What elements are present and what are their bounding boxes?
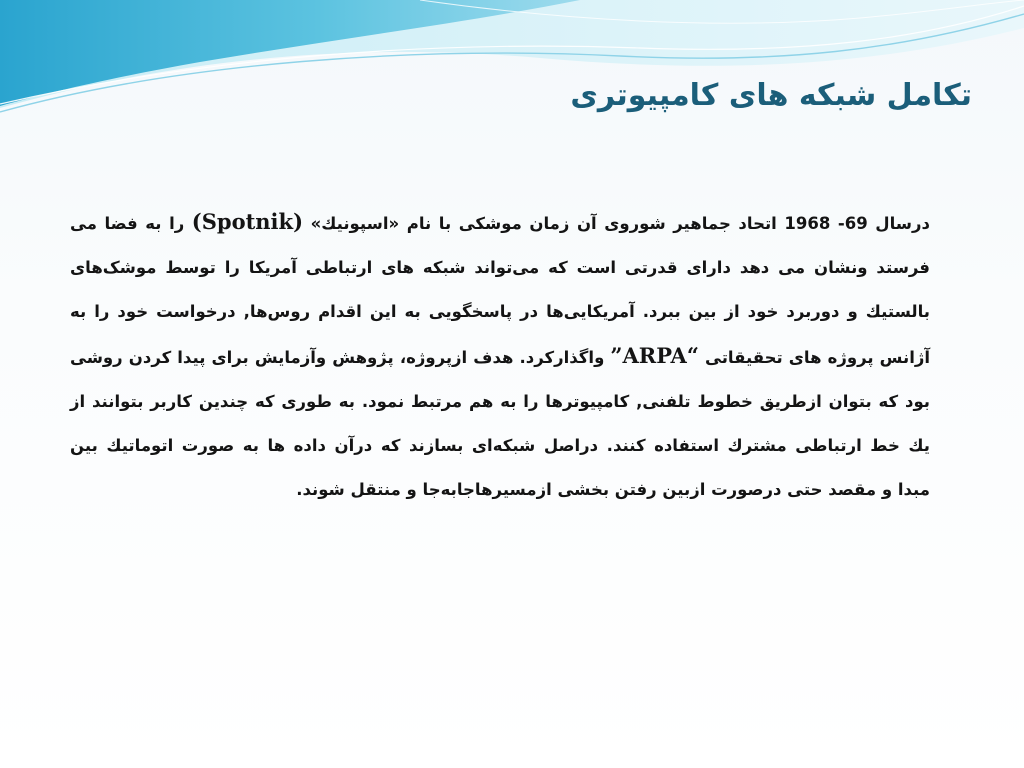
body-line: فرستد ونشان می دهد دارای قدرتی است که می‌تواند شبکه های ارتباطی آمریکا را توسط موشک‌های xyxy=(70,258,930,277)
body-line: درسال 69- 1968 اتحاد جماهیر شوروی آن زمان موشکی با نام «اسپونیك» (Spotnik) را به فضا می xyxy=(70,209,930,234)
body-line: مبدا و مقصد حتی درصورت ازبین رفتن بخشی ازمسیرهاجابه‌جا و منتقل شوند. xyxy=(296,480,930,499)
latin-term: “ARPA” xyxy=(610,343,699,368)
latin-term: (Spotnik) xyxy=(191,209,304,234)
body-paragraph xyxy=(70,200,930,512)
body-line: یك خط ارتباطی مشترك استفاده کنند. دراصل شبکه‌ای بسازند که درآن داده ها به صورت اتوماتیك بین xyxy=(70,436,930,455)
body-line: آژانس پروژه های تحقیقاتی “ARPA” واگذارکرد. هدف ازپروژه، پژوهش وآزمایش برای پیدا کردن روشی xyxy=(70,343,930,368)
slide-title: تکامل شبکه های کامپیوتری xyxy=(570,78,972,113)
body-line: بود که بتوان ازطریق خطوط تلفنی, کامپیوترها را به هم مرتبط نمود. به طوری که چندین کاربر بتوانند از xyxy=(70,392,930,411)
decorative-wave-header xyxy=(0,0,1024,140)
body-line: بالستیك و دوربرد خود از بین ببرد. آمریکایی‌ها در پاسخگویی به این اقدام روس‌ها, درخواست خود را به xyxy=(70,302,930,321)
